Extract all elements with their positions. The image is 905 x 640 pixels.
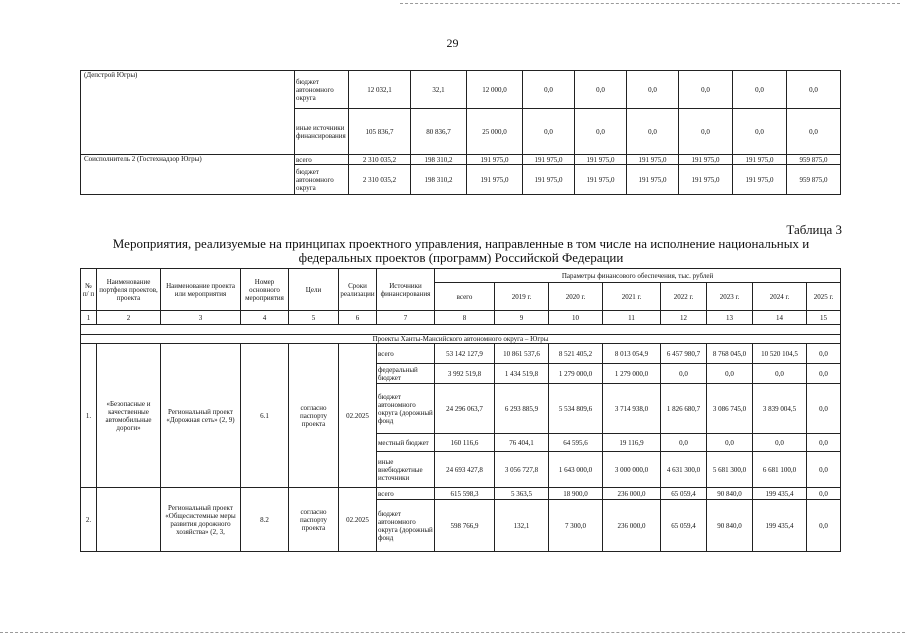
- table-label: Таблица 3: [786, 222, 842, 237]
- table-cell: 0,0: [733, 109, 787, 155]
- executor-name: Соисполнитель 2 (Гостехнадзор Югры): [81, 155, 295, 195]
- table-cell: 0,0: [707, 434, 753, 452]
- page-number: 29: [446, 36, 459, 50]
- project-name: Региональный проект «Общесистемные меры развития дорожного хозяйства» (2, 3,: [161, 488, 241, 552]
- column-number: 3: [161, 311, 241, 325]
- funding-source: местный бюджет: [377, 434, 435, 452]
- spacer-row: [81, 325, 841, 335]
- project-number: 1.: [81, 344, 97, 488]
- table-cell: 18 900,0: [549, 488, 603, 500]
- executor-name: (Депстрой Югры): [81, 71, 295, 155]
- table-cell: 64 595,6: [549, 434, 603, 452]
- table-cell: 3 000 000,0: [603, 452, 661, 488]
- table-cell: 191 975,0: [733, 165, 787, 195]
- column-number: 2: [97, 311, 161, 325]
- table-cell: 0,0: [807, 384, 841, 434]
- table-cell: 10 861 537,6: [495, 344, 549, 364]
- table-cell: 199 435,4: [753, 500, 807, 552]
- table-cell: 191 975,0: [523, 165, 575, 195]
- table-cell: 191 975,0: [467, 155, 523, 165]
- table-cell: 1 279 000,0: [549, 364, 603, 384]
- table-heading: Мероприятия, реализуемые на принципах проектного управления, направленные в том числе на исполнение национальных и федеральных проектов (программ) Российской Федерации: [112, 236, 810, 265]
- header-sources: Источники финансирования: [377, 269, 435, 311]
- continuation-table: [80, 70, 841, 195]
- table-cell: 191 975,0: [575, 155, 627, 165]
- table-cell: 236 000,0: [603, 500, 661, 552]
- header-params: Параметры финансового обеспечения, тыс. рублей: [435, 269, 841, 283]
- table-title-block: [80, 222, 842, 265]
- table-cell: 3 839 004,5: [753, 384, 807, 434]
- header-year: 2020 г.: [549, 283, 603, 311]
- table-cell: 53 142 127,9: [435, 344, 495, 364]
- section-title: Проекты Ханты-Мансийского автономного округа – Югры: [81, 335, 841, 344]
- column-number: 15: [807, 311, 841, 325]
- table-cell: 191 975,0: [575, 165, 627, 195]
- table-cell: 615 598,3: [435, 488, 495, 500]
- table-cell: 198 310,2: [411, 165, 467, 195]
- header-year: 2023 г.: [707, 283, 753, 311]
- table-cell: 80 836,7: [411, 109, 467, 155]
- table-cell: 3 992 519,8: [435, 364, 495, 384]
- scan-artifact-top: [400, 3, 900, 5]
- column-number: 5: [289, 311, 339, 325]
- table-cell: 0,0: [733, 71, 787, 109]
- table-cell: 236 000,0: [603, 488, 661, 500]
- header-year: всего: [435, 283, 495, 311]
- table-cell: 959 875,0: [787, 155, 841, 165]
- table-cell: 6 457 980,7: [661, 344, 707, 364]
- table-cell: 0,0: [679, 71, 733, 109]
- table-cell: 0,0: [627, 71, 679, 109]
- table-cell: 0,0: [787, 109, 841, 155]
- table-cell: 0,0: [661, 364, 707, 384]
- table-cell: 0,0: [679, 109, 733, 155]
- table-cell: 0,0: [807, 500, 841, 552]
- table-cell: 3 086 745,0: [707, 384, 753, 434]
- table-cell: 5 681 300,0: [707, 452, 753, 488]
- column-number: 1: [81, 311, 97, 325]
- column-number: 4: [241, 311, 289, 325]
- funding-source: бюджет автономного округа: [295, 71, 349, 109]
- table-cell: 1 826 680,7: [661, 384, 707, 434]
- header-year: 2025 г.: [807, 283, 841, 311]
- funding-source: бюджет автономного округа: [295, 165, 349, 195]
- table-cell: 2 310 035,2: [349, 155, 411, 165]
- projects-table: [80, 268, 841, 552]
- table-cell: 90 840,0: [707, 488, 753, 500]
- table-cell: 199 435,4: [753, 488, 807, 500]
- table-cell: 1 279 000,0: [603, 364, 661, 384]
- table-cell: 1 643 000,0: [549, 452, 603, 488]
- table-cell: 24 296 063,7: [435, 384, 495, 434]
- column-number: 9: [495, 311, 549, 325]
- header-year: 2021 г.: [603, 283, 661, 311]
- table-cell: 0,0: [523, 109, 575, 155]
- table-cell: 0,0: [523, 71, 575, 109]
- table-cell: 191 975,0: [627, 155, 679, 165]
- funding-source: всего: [377, 344, 435, 364]
- table-cell: 1 434 519,8: [495, 364, 549, 384]
- header-portfolio: Наименование портфеля проектов, проекта: [97, 269, 161, 311]
- table-cell: 6 681 100,0: [753, 452, 807, 488]
- table-cell: 0,0: [753, 434, 807, 452]
- table-cell: 598 766,9: [435, 500, 495, 552]
- table-cell: 4 631 300,0: [661, 452, 707, 488]
- table-cell: 24 693 427,8: [435, 452, 495, 488]
- table-cell: 8 013 054,9: [603, 344, 661, 364]
- table-cell: 198 310,2: [411, 155, 467, 165]
- table-cell: 19 116,9: [603, 434, 661, 452]
- column-number: 6: [339, 311, 377, 325]
- column-numbers-row: [81, 311, 841, 325]
- column-number: 8: [435, 311, 495, 325]
- portfolio-name: «Безопасные и качественные автомобильные дороги»: [97, 344, 161, 488]
- table-cell: 0,0: [753, 364, 807, 384]
- column-number: 11: [603, 311, 661, 325]
- table-cell: 76 404,1: [495, 434, 549, 452]
- table-cell: 0,0: [807, 364, 841, 384]
- header-num: № п/ п: [81, 269, 97, 311]
- table-cell: 3 714 938,0: [603, 384, 661, 434]
- project-name: Региональный проект «Дорожная сеть» (2, 9): [161, 344, 241, 488]
- table-cell: 32,1: [411, 71, 467, 109]
- table-cell: 5 534 809,6: [549, 384, 603, 434]
- header-terms: Сроки реализации: [339, 269, 377, 311]
- main-number: 6.1: [241, 344, 289, 488]
- table-cell: 191 975,0: [523, 155, 575, 165]
- table-cell: 0,0: [661, 434, 707, 452]
- table-cell: 0,0: [807, 452, 841, 488]
- project-term: 02.2025: [339, 488, 377, 552]
- table-cell: 3 056 727,8: [495, 452, 549, 488]
- table-cell: 65 059,4: [661, 500, 707, 552]
- table-cell: 0,0: [575, 109, 627, 155]
- column-number: 7: [377, 311, 435, 325]
- table-cell: 65 059,4: [661, 488, 707, 500]
- table-row: [81, 155, 841, 165]
- funding-source: всего: [377, 488, 435, 500]
- table-cell: 191 975,0: [679, 155, 733, 165]
- table-cell: 0,0: [807, 344, 841, 364]
- header-year: 2024 г.: [753, 283, 807, 311]
- table-cell: 160 116,6: [435, 434, 495, 452]
- table-cell: 5 363,5: [495, 488, 549, 500]
- table-cell: 0,0: [807, 434, 841, 452]
- funding-source: федеральный бюджет: [377, 364, 435, 384]
- funding-source: бюджет автономного округа (дорожный фонд: [377, 384, 435, 434]
- portfolio-cell: [97, 488, 161, 552]
- table-cell: 2 310 035,2: [349, 165, 411, 195]
- table-cell: 10 520 104,5: [753, 344, 807, 364]
- table-cell: 8 768 045,0: [707, 344, 753, 364]
- table-cell: 191 975,0: [467, 165, 523, 195]
- table-cell: 0,0: [807, 488, 841, 500]
- project-term: 02.2025: [339, 344, 377, 488]
- table-cell: 0,0: [575, 71, 627, 109]
- column-number: 13: [707, 311, 753, 325]
- header-project: Наименование проекта или мероприятия: [161, 269, 241, 311]
- funding-source: иные источники финансирования: [295, 109, 349, 155]
- project-goal: согласно паспорту проекта: [289, 488, 339, 552]
- table-cell: 132,1: [495, 500, 549, 552]
- table-cell: 7 300,0: [549, 500, 603, 552]
- table-cell: 25 000,0: [467, 109, 523, 155]
- table-cell: 959 875,0: [787, 165, 841, 195]
- table-cell: 191 975,0: [627, 165, 679, 195]
- funding-source: всего: [295, 155, 349, 165]
- table-row: [81, 488, 841, 500]
- funding-source: бюджет автономного округа (дорожный фонд: [377, 500, 435, 552]
- table-row: [81, 71, 841, 109]
- table-cell: 90 840,0: [707, 500, 753, 552]
- project-number: 2.: [81, 488, 97, 552]
- table-cell: 12 000,0: [467, 71, 523, 109]
- header-year: 2019 г.: [495, 283, 549, 311]
- column-number: 12: [661, 311, 707, 325]
- funding-source: иные внебюджетные источники: [377, 452, 435, 488]
- table-cell: 0,0: [707, 364, 753, 384]
- table-cell: 191 975,0: [733, 155, 787, 165]
- project-goal: согласно паспорту проекта: [289, 344, 339, 488]
- column-number: 10: [549, 311, 603, 325]
- section-row: [81, 335, 841, 344]
- table-row: [81, 344, 841, 364]
- table-cell: 105 836,7: [349, 109, 411, 155]
- header-year: 2022 г.: [661, 283, 707, 311]
- scan-artifact-bottom: [0, 632, 905, 634]
- header-goals: Цели: [289, 269, 339, 311]
- table-cell: 8 521 405,2: [549, 344, 603, 364]
- main-number: 8.2: [241, 488, 289, 552]
- header-row: [81, 269, 841, 283]
- table-cell: 12 032,1: [349, 71, 411, 109]
- table-cell: 6 293 885,9: [495, 384, 549, 434]
- column-number: 14: [753, 311, 807, 325]
- table-cell: 0,0: [627, 109, 679, 155]
- table-cell: 191 975,0: [679, 165, 733, 195]
- header-main-number: Номер основного мероприятия: [241, 269, 289, 311]
- table-cell: 0,0: [787, 71, 841, 109]
